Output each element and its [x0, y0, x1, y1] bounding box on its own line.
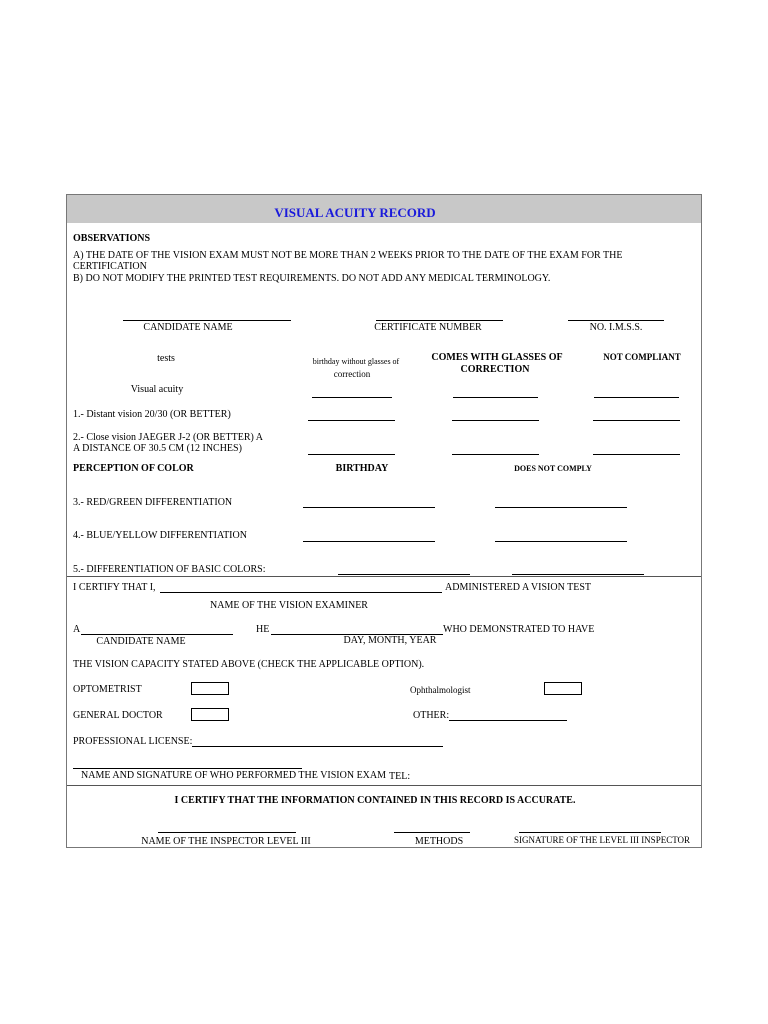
- ophthalmologist-checkbox[interactable]: [544, 682, 582, 695]
- close-vision-label-2: A DISTANCE OF 30.5 CM (12 INCHES): [73, 443, 242, 454]
- examiner-name-label: NAME OF THE VISION EXAMINER: [210, 600, 368, 611]
- basic-colors-birthday-line[interactable]: [338, 574, 470, 575]
- certify-candidate-label: CANDIDATE NAME: [96, 636, 186, 647]
- certify-date-label: DAY, MONTH, YEAR: [343, 635, 437, 646]
- blue-yellow-label: 4.- BLUE/YELLOW DIFFERENTIATION: [73, 530, 247, 541]
- visual-acuity-label: Visual acuity: [130, 384, 184, 395]
- with-glasses-label-2: CORRECTION: [460, 364, 530, 375]
- basic-colors-not-comply-line[interactable]: [512, 574, 644, 575]
- i-certify-label: I CERTIFY THAT I,: [73, 582, 156, 593]
- inspector-signature-line[interactable]: [519, 832, 661, 833]
- inspector-signature-label: SIGNATURE OF THE LEVEL III INSPECTOR: [513, 835, 691, 845]
- blue-yellow-not-comply-line[interactable]: [495, 541, 627, 542]
- distant-without-line[interactable]: [308, 420, 395, 421]
- red-green-label: 3.- RED/GREEN DIFFERENTIATION: [73, 497, 233, 508]
- without-glasses-label-2: correction: [333, 369, 371, 379]
- optometrist-label: OPTOMETRIST: [73, 684, 142, 695]
- color-birthday-label: BIRTHDAY: [335, 463, 389, 474]
- not-compliant-label: NOT COMPLIANT: [603, 352, 681, 362]
- who-demonstrated-label: WHO DEMONSTRATED TO HAVE: [443, 624, 595, 635]
- without-glasses-label-1: birthday without glasses of: [312, 357, 400, 366]
- inspector-name-label: NAME OF THE INSPECTOR LEVEL III: [141, 836, 311, 847]
- examiner-signature-line[interactable]: [73, 768, 302, 769]
- distant-not-compliant-line[interactable]: [593, 420, 680, 421]
- tests-label: tests: [157, 353, 175, 364]
- certify-candidate-line[interactable]: [81, 634, 233, 635]
- red-green-not-comply-line[interactable]: [495, 507, 627, 508]
- certificate-number-line[interactable]: [376, 320, 503, 321]
- red-green-birthday-line[interactable]: [303, 507, 435, 508]
- candidate-name-line[interactable]: [123, 320, 291, 321]
- tel-label: TEL:: [389, 771, 411, 782]
- vision-capacity-label: THE VISION CAPACITY STATED ABOVE (CHECK THE APPLICABLE OPTION).: [73, 659, 425, 670]
- examiner-signature-label: NAME AND SIGNATURE OF WHO PERFORMED THE VISION EXAM: [81, 770, 387, 781]
- acuity-not-compliant-line[interactable]: [594, 397, 679, 398]
- distant-vision-label: 1.- Distant vision 20/30 (OR BETTER): [73, 409, 231, 420]
- he-label: HE: [256, 624, 270, 635]
- color-perception-heading: PERCEPTION OF COLOR: [73, 463, 194, 474]
- close-with-line[interactable]: [452, 454, 539, 455]
- professional-license-label: PROFESSIONAL LICENSE:: [73, 736, 193, 747]
- imss-label: NO. I.M.S.S.: [589, 322, 643, 333]
- observation-a-line2: CERTIFICATION: [73, 261, 147, 272]
- methods-label: METHODS: [414, 836, 464, 847]
- with-glasses-label-1: COMES WITH GLASSES OF: [431, 352, 563, 363]
- observation-b: B) DO NOT MODIFY THE PRINTED TEST REQUIREMENTS. DO NOT ADD ANY MEDICAL TERMINOLOGY.: [73, 273, 551, 284]
- blue-yellow-birthday-line[interactable]: [303, 541, 435, 542]
- administered-label: ADMINISTERED A VISION TEST: [445, 582, 592, 593]
- certificate-number-label: CERTIFICATE NUMBER: [374, 322, 482, 333]
- examiner-name-line[interactable]: [160, 592, 442, 593]
- general-doctor-checkbox[interactable]: [191, 708, 229, 721]
- imss-line[interactable]: [568, 320, 664, 321]
- color-does-not-comply-label: DOES NOT COMPLY: [514, 464, 592, 473]
- a-label: A: [73, 624, 81, 635]
- observations-heading: OBSERVATIONS: [73, 233, 151, 244]
- professional-license-line[interactable]: [192, 746, 443, 747]
- close-vision-label-1: 2.- Close vision JAEGER J-2 (OR BETTER) A: [73, 432, 263, 443]
- inspector-statement: I CERTIFY THAT THE INFORMATION CONTAINED IN THIS RECORD IS ACCURATE.: [174, 795, 576, 806]
- acuity-without-line[interactable]: [312, 397, 392, 398]
- inspector-name-line[interactable]: [158, 832, 296, 833]
- close-not-compliant-line[interactable]: [593, 454, 680, 455]
- section-divider-inspector: [67, 785, 701, 786]
- general-doctor-label: GENERAL DOCTOR: [73, 710, 163, 721]
- other-line[interactable]: [449, 720, 567, 721]
- optometrist-checkbox[interactable]: [191, 682, 229, 695]
- observation-a-line1: A) THE DATE OF THE VISION EXAM MUST NOT BE MORE THAN 2 WEEKS PRIOR TO THE DATE OF THE EXAM FOR THE: [73, 250, 623, 261]
- form-title: VISUAL ACUITY RECORD: [274, 205, 436, 220]
- section-divider-certify: [67, 576, 701, 577]
- ophthalmologist-label: Ophthalmologist: [410, 685, 471, 695]
- methods-line[interactable]: [394, 832, 470, 833]
- acuity-with-line[interactable]: [453, 397, 538, 398]
- candidate-name-label: CANDIDATE NAME: [143, 322, 233, 333]
- visual-acuity-form: [66, 194, 702, 848]
- basic-colors-label: 5.- DIFFERENTIATION OF BASIC COLORS:: [73, 564, 266, 575]
- close-without-line[interactable]: [308, 454, 395, 455]
- other-label: OTHER:: [413, 710, 450, 721]
- distant-with-line[interactable]: [452, 420, 539, 421]
